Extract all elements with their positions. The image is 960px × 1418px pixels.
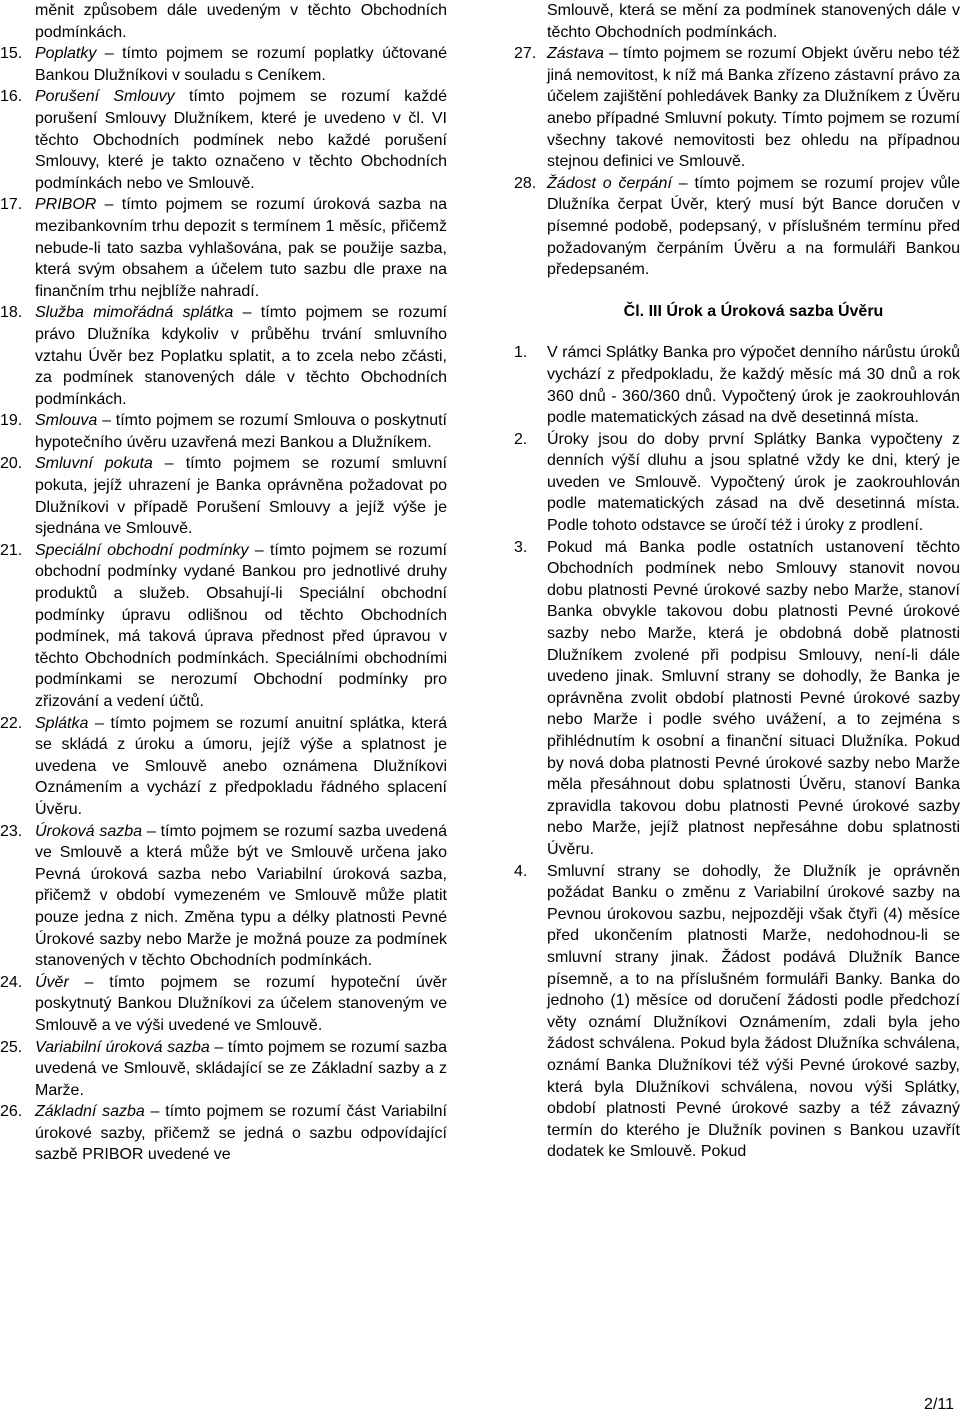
clause-number: 2.: [514, 430, 528, 448]
definition-item: [0, 302, 447, 410]
definition-item: [0, 821, 447, 972]
defined-term: Splátka: [35, 714, 89, 732]
clause-text: Smluvní strany se dohodly, že Dlužník je oprávněn požádat Banku o změnu z Variabilní úrokové sazby na Pevnou úrokovou sazbu, nejpozději však čtyři (4) měsíce před ukončením platnosti Marže, nedohodnou-li se smluvní strany jinak. Žádost podává Dlužník Bance písemně, a to na příslušném formuláři Banky. Banka do jednoho (1) měsíce od doručení žádosti podle předchozí věty oznámí Dlužníkovi Oznámením, zdali byla jeho žádost schválena. Pokud byla žádost Dlužníka schválena, oznámí Banka Dlužníkovi též výši Pevné úrokové sazby, která byla Dlužníkovi schválena, novou výši Splátky, období platnosti Pevné úrokové sazby a též závazný termín do kterého je Dlužník povinen s Bankou uzavřít dodatek ke Smlouvě. Pokud: [547, 862, 960, 1161]
clause-number: 1.: [514, 344, 528, 362]
defined-term: Služba mimořádná splátka: [35, 304, 234, 322]
definition-text: – tímto pojmem se rozumí hypoteční úvěr poskytnutý Bankou Dlužníkovi za účelem stanoveným ve Smlouvě a ve výši uvedené ve Smlouvě.: [35, 973, 447, 1034]
defined-term: PRIBOR: [35, 196, 97, 214]
clause-list: [512, 342, 960, 1163]
item-number: 26.: [0, 1103, 23, 1121]
left-column: [0, 0, 447, 1166]
item-number: 18.: [0, 304, 23, 322]
defined-term: Variabilní úroková sazba: [35, 1038, 210, 1056]
defined-term: Speciální obchodní podmínky: [35, 541, 249, 559]
definition-text: – tímto pojmem se rozumí Smlouva o poskytnutí hypotečního úvěru uzavřená mezi Bankou a Dlužníkem.: [35, 412, 447, 451]
item-number: 24.: [0, 973, 23, 991]
clause-number: 4.: [514, 862, 528, 880]
definition-item: [512, 43, 960, 173]
definition-item: [0, 453, 447, 539]
definition-text: – tímto pojmem se rozumí smluvní pokuta, jejíž uhrazení je Banka oprávněna požadovat po Dlužníkovi v případě Porušení Smlouvy a jejíž výše je sjednána ve Smlouvě.: [35, 455, 448, 538]
defined-term: Žádost o čerpání: [547, 174, 672, 192]
continued-text: Smlouvě, která se mění za podmínek stanovených dále v těchto Obchodních podmínkách.: [547, 2, 960, 41]
definition-item: [0, 43, 447, 86]
definition-item: [0, 972, 447, 1037]
defined-term: Úroková sazba: [35, 822, 143, 840]
clause-item: [512, 342, 960, 428]
definition-item: [0, 713, 447, 821]
clause-item: [512, 429, 960, 537]
continued-text: měnit způsobem dále uvedeným v těchto Obchodních podmínkách.: [35, 2, 447, 41]
item-number: 20.: [0, 455, 23, 473]
clause-item: [512, 537, 960, 861]
definition-text: – tímto pojmem se rozumí právo Dlužníka kdykoliv v průběhu trvání smluvního vztahu Úvěr bez Poplatku splatit, a to zcela nebo zčásti, za podmínek stanovených dále v těchto Obchodních podmínkách.: [35, 304, 448, 408]
clause-item: [512, 861, 960, 1163]
clause-text: Pokud má Banka podle ostatních ustanovení těchto Obchodních podmínek nebo Smlouvy stanovit novou dobu platnosti Pevné úrokové sazby nebo Marže, stanoví Banka obvykle takovou dobu platnosti Pevné úrokové sazby nebo Marže, která je obdobná době platnosti Dlužníkem zvolené při podpisu Smlouvy, není-li dále uvedeno jinak. Smluvní strany se dohodly, že Banka je oprávněna zvolit období platnosti Pevné úrokové sazby nebo Marže i podle svého uvážení, a to zejména s přihlédnutím k osobní a finanční situaci Dlužníka. Pokud by nová doba platnosti Pevné úrokové sazby nebo Marže měla přesáhnout dobu splatnosti Úvěru, stanoví Banka zpravidla takovou dobu platnosti Pevné úrokové sazby nebo Marže, jejíž platnost nepřesáhne dobu splatnosti Úvěru.: [547, 538, 960, 858]
definition-item: [0, 540, 447, 713]
definition-list: [0, 43, 447, 1166]
defined-term: Smlouva: [35, 412, 98, 430]
item-number: 22.: [0, 714, 23, 732]
definition-text: – tímto pojmem se rozumí Objekt úvěru nebo též jiná nemovitost, k níž má Banka zřízeno zástavní právo za účelem zajištění pohledávek Banky za Dlužníkem z Úvěru anebo případné Smluvní pokuty. Tímto pojmem se rozumí všechny takové nemovitosti bez ohledu na případnou stejnou definici ve Smlouvě.: [547, 45, 960, 171]
item-number: 28.: [514, 174, 537, 192]
definition-item: [512, 173, 960, 281]
defined-term: Smluvní pokuta: [35, 455, 153, 473]
definition-text: – tímto pojmem se rozumí obchodní podmínky vydané Bankou pro jednotlivé druhy produktů a služeb. Obsahují-li Speciální obchodní podmínky úpravu odlišnou od těchto Obchodních podmínek, má taková úprava přednost před úpravou v těchto Obchodních podmínkách. Speciálními obchodními podmínkami se nerozumí Obchodní podmínky pro zřizování a vedení účtů.: [35, 541, 447, 710]
item-number: 17.: [0, 196, 23, 214]
definition-text: – tímto pojmem se rozumí sazba uvedená ve Smlouvě a která může být ve Smlouvě určena jako Pevná úroková sazba nebo Variabilní úroková sazba, přičemž v období vymezeném ve Smlouvě může platit pouze jedna z nich. Změna typu a délky platnosti Pevné Úrokové sazby nebo Marže je možná pouze za podmínek stanovených v těchto Obchodních podmínkách.: [35, 822, 448, 970]
item-number: 25.: [0, 1038, 23, 1056]
defined-term: Základní sazba: [35, 1103, 145, 1121]
definition-text: – tímto pojmem se rozumí úroková sazba na mezibankovním trhu depozit s termínem 1 měsíc, přičemž nebude-li tato sazba vyhlašována, pak se použije sazba, která svým obsahem a účelem tuto sazbu dle praxe na finančním trhu nejblíže nahradí.: [35, 196, 447, 300]
item-number: 19.: [0, 412, 23, 430]
page-number: 2/11: [924, 1396, 954, 1414]
defined-term: Úvěr: [35, 973, 69, 991]
clause-text: Úroky jsou do doby první Splátky Banka vypočteny z denních výší dluhu a jsou splatné vždy ke dni, který je uveden ve Smlouvě. Vypočtený úrok je zaokrouhlován podle matematických zásad na dvě desetinná místa. Podle tohoto odstavce se úročí též i úroky z prodlení.: [547, 430, 960, 535]
definition-text: – tímto pojmem se rozumí anuitní splátka, která se skládá z úroku a úmoru, jejíž výše a splatnost je uvedena ve Smlouvě anebo oznámena Dlužníkovi Oznámením a vychází z předpokladu řádného splacení Úvěru.: [35, 714, 447, 818]
clause-text: V rámci Splátky Banka pro výpočet denního nárůstu úroků vychází z předpokladu, že každý měsíc má 30 dnů a rok 360 dnů - 360/360 dnů. Vypočtený úrok je zaokrouhlován podle matematických zásad na dvě desetinná místa.: [547, 344, 960, 427]
definition-text: tímto pojmem se rozumí každé porušení Smlouvy Dlužníkem, které je uvedeno v čl. VI těchto Obchodních podmínek nebo každé porušení Smlouvy, které je takto označeno v těchto Obchodních podmínkách nebo ve Smlouvě.: [35, 88, 447, 192]
item-number: 23.: [0, 822, 23, 840]
section-heading: Čl. III Úrok a Úroková sazba Úvěru: [623, 302, 884, 320]
definition-list: [512, 43, 960, 281]
item-number: 16.: [0, 88, 23, 106]
definition-item: [0, 410, 447, 453]
defined-term: Zástava: [547, 45, 604, 63]
item-number: 21.: [0, 541, 23, 559]
right-column: [512, 0, 960, 1163]
definition-text: – tímto pojmem se rozumí sazba uvedená ve Smlouvě, skládající se ze Základní sazby a z Marže.: [35, 1038, 447, 1099]
item-number: 27.: [514, 45, 537, 63]
definition-text: – tímto pojmem se rozumí projev vůle Dlužníka čerpat Úvěr, který musí být Bance doručen v písemné podobě, podepsaný, v příslušném termínu před požadovaným čerpáním Úvěru a na formuláři Bankou předepsaném.: [547, 174, 960, 279]
definition-item: [0, 1101, 447, 1166]
definition-item: [0, 86, 447, 194]
defined-term: Poplatky: [35, 45, 97, 63]
item-number: 15.: [0, 45, 23, 63]
definition-text: – tímto pojmem se rozumí část Variabilní úrokové sazby, přičemž se jedná o sazbu odpovídající sazbě PRIBOR uvedené ve: [35, 1103, 448, 1164]
defined-term: Porušení Smlouvy: [35, 88, 175, 106]
clause-number: 3.: [514, 538, 528, 556]
definition-item: [0, 194, 447, 302]
definition-item: [0, 1037, 447, 1102]
definition-text: – tímto pojmem se rozumí poplatky účtované Bankou Dlužníkovi v souladu s Ceníkem.: [35, 45, 447, 84]
